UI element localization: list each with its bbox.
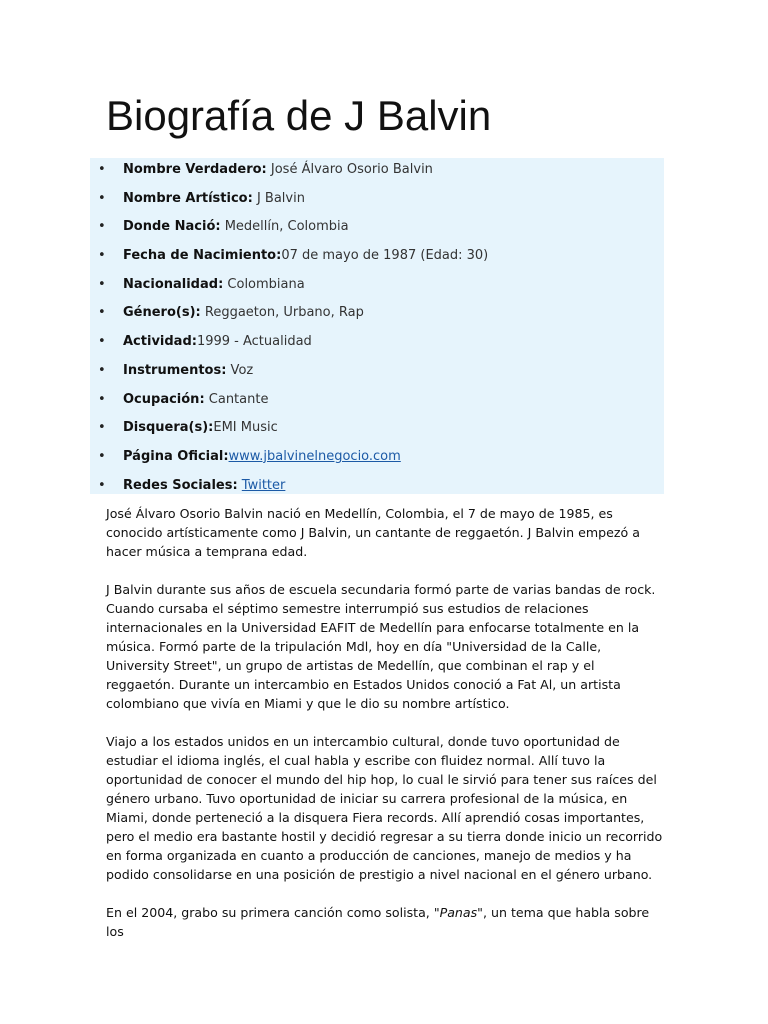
info-item-donde-nacio (98, 215, 658, 244)
info-item-generos (98, 301, 658, 330)
info-label: Ocupación: (123, 391, 205, 407)
paragraph: Viajo a los estados unidos en un intercambio cultural, donde tuvo oportunidad de estudiar el idioma inglés, el cual habla y escribe con fluidez normal. Allí tuvo la oportunidad de conocer el mundo del hip hop, lo cual le sirvió para tener sus raíces del género urbano. Tuvo oportunidad de iniciar su carrera profesional de la música, en Miami, donde perteneció a la disquera Fiera records. Allí aprendió cosas importantes, pero el medio era bastante hostil y decidió regresar a su tierra donde inicio un recorrido en forma organizada en cuanto a producción de canciones, manejo de medios y ha podido consolidarse en una posición de prestigio a nivel nacional en el género urbano. (106, 734, 663, 882)
info-list (98, 158, 658, 502)
paragraph: J Balvin durante sus años de escuela secundaria formó parte de varias bandas de rock. Cuando cursaba el séptimo semestre interrumpió sus estudios de relaciones internacionales en la Universidad EAFIT de Medellín para enfocarse totalmente en la música. Formó parte de la tripulación Mdl, hoy en día "Universidad de la Calle, University Street", un grupo de artistas de Medellín, que combinan el rap y el reggaetón. Durante un intercambio en Estados Unidos conoció a Fat Al, un artista colombiano que vivía en Miami y que le dio su nombre artístico. (106, 582, 656, 711)
info-value: 07 de mayo de 1987 (Edad: 30) (281, 248, 489, 264)
bullet-icon: • (98, 448, 106, 464)
bullet-icon: • (98, 219, 106, 235)
info-item-pagina-oficial (98, 445, 658, 474)
bullet-icon: • (98, 305, 106, 321)
info-label: Nacionalidad: (123, 276, 224, 292)
info-value: Voz (226, 362, 254, 378)
bullet-icon: • (98, 276, 106, 292)
info-label: Actividad: (123, 334, 197, 350)
bullet-icon: • (98, 162, 106, 177)
info-label: Redes Sociales: (123, 477, 238, 493)
info-item-instrumentos (98, 359, 658, 388)
info-value: EMI Music (213, 420, 278, 436)
biography-body (106, 504, 666, 960)
bullet-icon: • (98, 334, 106, 350)
page-title: Biografía de J Balvin (106, 92, 492, 139)
bullet-icon: • (98, 391, 106, 407)
paragraph: José Álvaro Osorio Balvin nació en Medellín, Colombia, el 7 de mayo de 1985, es conocido artísticamente como J Balvin, un cantante de reggaetón. J Balvin empezó a hacer música a temprana edad. (106, 506, 640, 559)
info-label: Disquera(s): (123, 420, 214, 436)
info-label: Género(s): (123, 305, 201, 321)
official-site-link[interactable]: www.jbalvinelnegocio.com (228, 448, 401, 464)
info-item-actividad (98, 330, 658, 359)
bullet-icon: • (98, 477, 106, 493)
info-label: Instrumentos: (123, 362, 227, 378)
info-label: Donde Nació: (123, 219, 221, 235)
info-item-ocupacion (98, 388, 658, 417)
info-value: Cantante (204, 391, 269, 407)
info-value: 1999 - Actualidad (196, 334, 312, 350)
song-title: "Panas" (433, 905, 483, 920)
paragraph-text: , un tema que habla sobre los (106, 905, 650, 939)
paragraph-text: En el 2004, grabo su primera canción como solista, (106, 905, 434, 920)
info-label: Nombre Verdadero: (123, 162, 267, 177)
info-item-redes-sociales (98, 474, 658, 503)
info-item-disquera (98, 416, 658, 445)
info-value: Medellín, Colombia (220, 219, 349, 235)
bullet-icon: • (98, 248, 106, 264)
info-value: Reggaeton, Urbano, Rap (200, 305, 364, 321)
info-value: José Álvaro Osorio Balvin (266, 162, 433, 177)
info-label: Fecha de Nacimiento: (123, 248, 282, 264)
info-item-fecha-nacimiento (98, 244, 658, 273)
info-item-nombre-artistico (98, 187, 658, 216)
info-value: Colombiana (223, 276, 305, 292)
twitter-link[interactable]: Twitter (241, 477, 286, 493)
info-label: Página Oficial: (123, 448, 229, 464)
info-item-nacionalidad (98, 273, 658, 302)
bullet-icon: • (98, 420, 106, 436)
paragraph-last (106, 903, 666, 941)
bullet-icon: • (98, 362, 106, 378)
info-item-nombre-verdadero (98, 158, 658, 187)
info-label: Nombre Artístico: (123, 190, 253, 206)
bullet-icon: • (98, 190, 106, 206)
info-value: J Balvin (252, 190, 305, 206)
